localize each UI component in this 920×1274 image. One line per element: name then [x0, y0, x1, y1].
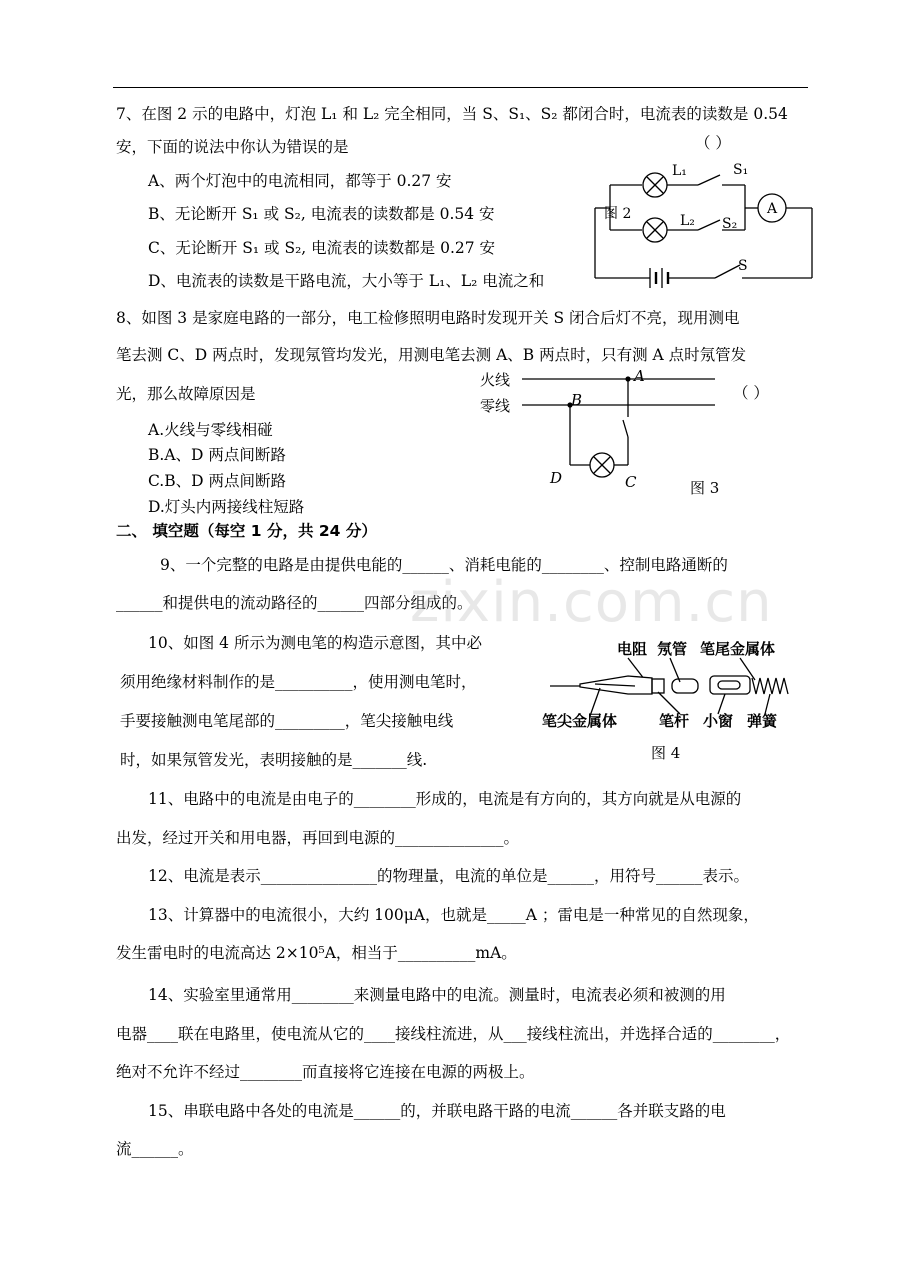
fig2-l1-label: L₁	[672, 163, 687, 179]
q8-answer-paren: （ ）	[733, 384, 769, 402]
q9-line1: 9、一个完整的电路是由提供电能的______、消耗电能的________、控制电路通断的	[160, 556, 728, 574]
q8-option-c: C.B、D 两点间断路	[148, 472, 286, 490]
fig3-point-b: B	[571, 391, 583, 409]
q8-option-a: A.火线与零线相碰	[148, 421, 273, 439]
q13-line1: 13、计算器中的电流很小，大约 100μA，也就是_____A ；雷电是一种常见的自然现象，	[148, 906, 759, 924]
fig3-point-a: A	[634, 367, 645, 385]
q10-line1: 10、如图 4 所示为测电笔的构造示意图，其中必	[148, 634, 482, 652]
fig4-tip-metal-label: 笔尖金属体	[542, 712, 618, 730]
q15-line2: 流______。	[116, 1140, 194, 1158]
q8-line1: 8、如图 3 是家庭电路的一部分，电工检修照明电路时发现开关 S 闭合后灯不亮，现用测电	[116, 309, 740, 327]
q8-line3: 光，那么故障原因是	[116, 385, 256, 403]
header-rule	[113, 87, 808, 88]
fig4-resistor-label: 电阻	[617, 640, 648, 658]
fig4-window-label: 小窗	[703, 712, 734, 730]
q8-option-d: D.灯头内两接线柱短路	[148, 498, 305, 516]
fig4-spring-label: 弹簧	[747, 712, 778, 730]
q9-line2: ______和提供电的流动路径的______四部分组成的。	[116, 594, 473, 612]
q7-option-a: A、两个灯泡中的电流相同，都等于 0.27 安	[148, 172, 452, 190]
section-2-title: 二、 填空题（每空 1 分，共 24 分）	[116, 522, 377, 540]
q7-answer-paren: （ ）	[695, 134, 731, 152]
q7-option-d: D、电流表的读数是干路电流，大小等于 L₁、L₂ 电流之和	[148, 272, 545, 290]
fig3-caption: 图 3	[690, 479, 720, 497]
q7-option-b: B、无论断开 S₁ 或 S₂, 电流表的读数都是 0.54 安	[148, 205, 495, 223]
fig2-s1-label: S₁	[733, 162, 749, 178]
fig4-tail-metal-label: 笔尾金属体	[700, 640, 776, 658]
fig3-neutral-wire-label: 零线	[480, 397, 511, 415]
q7-line1: 7、在图 2 示的电路中，灯泡 L₁ 和 L₂ 完全相同，当 S、S₁、S₂ 都闭合时，电流表的读数是 0.54	[116, 105, 788, 123]
q8-line2: 笔去测 C、D 两点时，发现氖管均发光，用测电笔去测 A、B 两点时，只有测 A 点时氖管发	[116, 346, 747, 364]
q11-line1: 11、电路中的电流是由电子的________形成的，电流是有方向的，其方向就是从电源的	[148, 790, 742, 808]
fig4-body-label: 笔杆	[659, 712, 690, 730]
q13-line2: 发生雷电时的电流高达 2×10⁵A，相当于__________mA。	[116, 944, 517, 962]
figure-2-circuit	[590, 150, 830, 290]
figure-4-test-pen	[540, 636, 800, 766]
watermark: zixin.com.cn	[410, 570, 773, 635]
fig2-ammeter-label: A	[766, 201, 778, 217]
q8-option-b: B.A、D 两点间断路	[148, 446, 286, 464]
fig2-caption: 图 2	[604, 206, 632, 222]
fig3-live-wire-label: 火线	[480, 371, 511, 389]
q12-line1: 12、电流是表示_______________的物理量，电流的单位是______，用符号______表示。	[148, 867, 749, 885]
q15-line1: 15、串联电路中各处的电流是______的，并联电路干路的电流______各并联支路的电	[148, 1102, 726, 1120]
fig4-caption: 图 4	[651, 744, 681, 762]
fig4-neon-label: 氖管	[657, 640, 688, 658]
figure-3-circuit	[480, 365, 800, 500]
fig2-s-label: S	[738, 258, 748, 274]
q10-line4: 时，如果氖管发光，表明接触的是_______线.	[120, 751, 428, 769]
q10-line2: 须用绝缘材料制作的是__________，使用测电笔时，	[120, 673, 477, 691]
q14-line2: 电器____联在电路里，使电流从它的____接线柱流进，从___接线柱流出，并选择合适的________，	[116, 1025, 791, 1043]
q7-line2: 安，下面的说法中你认为错误的是	[116, 138, 349, 156]
q14-line3: 绝对不允许不经过________而直接将它连接在电源的两极上。	[116, 1063, 535, 1081]
fig3-point-d: D	[550, 469, 563, 487]
q14-line1: 14、实验室里通常用________来测量电路中的电流。测量时，电流表必须和被测的用	[148, 986, 726, 1004]
q10-line3: 手要接触测电笔尾部的_________，笔尖接触电线	[120, 712, 454, 730]
q7-option-c: C、无论断开 S₁ 或 S₂, 电流表的读数都是 0.27 安	[148, 239, 496, 257]
fig2-l2-label: L₂	[680, 213, 695, 229]
q11-line2: 出发，经过开关和用电器，再回到电源的______________。	[116, 829, 520, 847]
fig3-point-c: C	[625, 473, 637, 491]
fig2-s2-label: S₂	[722, 216, 738, 232]
